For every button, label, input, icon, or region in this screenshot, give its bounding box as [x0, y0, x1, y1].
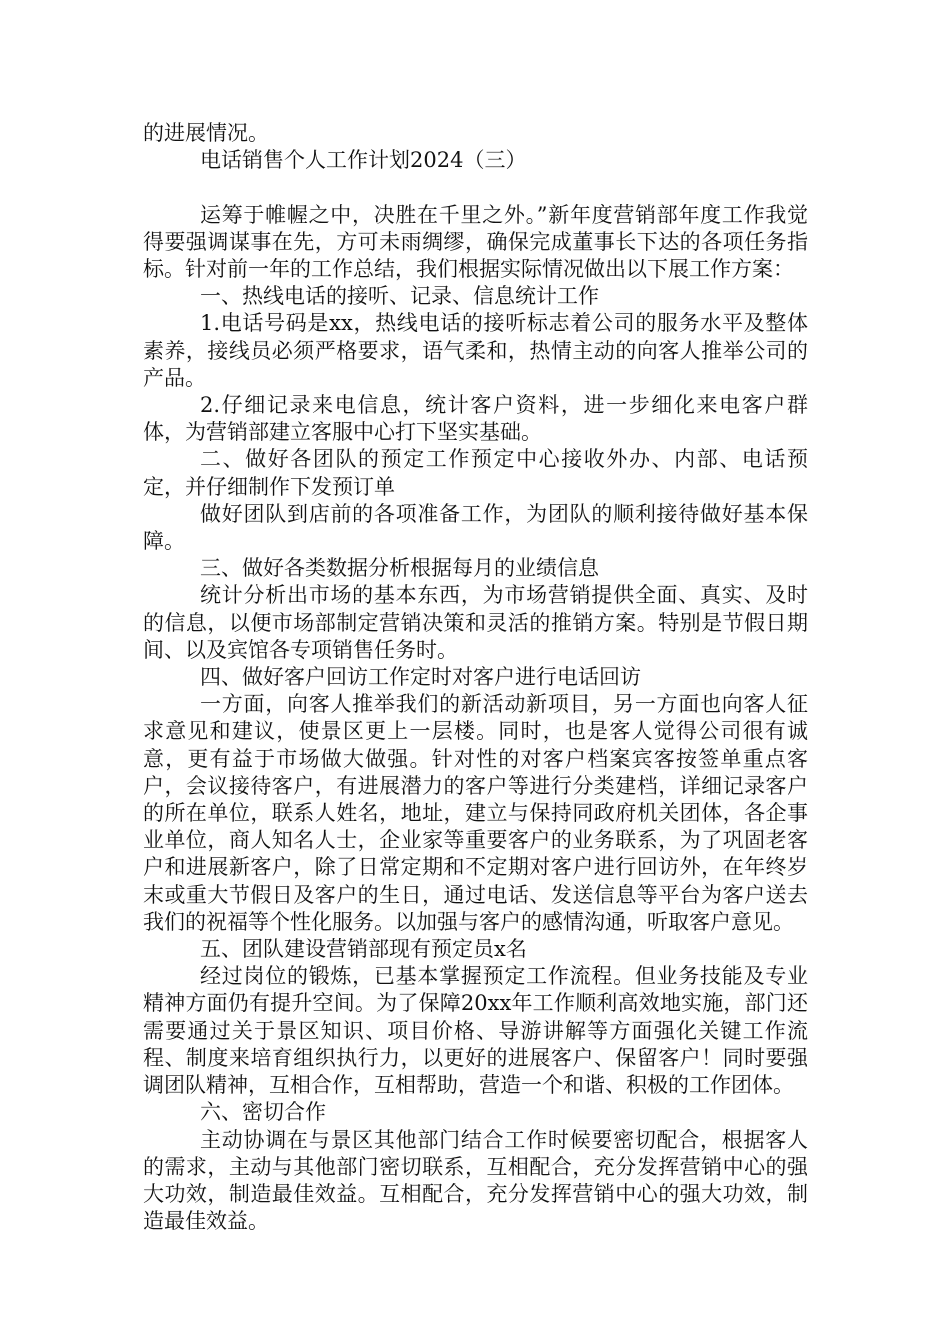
- paragraph: 运筹于帷幄之中，决胜在千里之外。”新年度营销部年度工作我觉得要强调谋事在先，方可未雨绸缪，确保完成董事长下达的各项任务指标。针对前一年的工作总结，我们根据实际情况做出以下展工作方案：: [143, 202, 808, 281]
- paragraph: 做好团队到店前的各项准备工作，为团队的顺利接待做好基本保障。: [143, 501, 808, 554]
- paragraph: 主动协调在与景区其他部门结合工作时候要密切配合，根据客人的需求，主动与其他部门密切联系，互相配合，充分发挥营销中心的强大功效，制造最佳效益。互相配合，充分发挥营销中心的强大功效，制造最佳效益。: [143, 1127, 808, 1234]
- section-heading: 四、做好客户回访工作定时对客户进行电话回访: [200, 665, 641, 690]
- section-heading: 三、做好各类数据分析根据每月的业绩信息: [200, 556, 599, 581]
- paragraph: 经过岗位的锻炼，已基本掌握预定工作流程。但业务技能及专业精神方面仍有提升空间。为了保障20xx年工作顺利高效地实施，部门还需要通过关于景区知识、项目价格、导游讲解等方面强化关键工作流程、制度来培育组织执行力，以更好的进展客户、保留客户！同时要强调团队精神，互相合作，互相帮助，营造一个和谐、积极的工作团体。: [143, 964, 808, 1098]
- paragraph: 一方面，向客人推举我们的新活动新项目，另一方面也向客人征求意见和建议，使景区更上一层楼。同时，也是客人觉得公司很有诚意，更有益于市场做大做强。针对性的对客户档案宾客按签单重点客户，会议接待客户，有进展潜力的客户等进行分类建档，详细记录客户的所在单位，联系人姓名，地址，建立与保持同政府机关团体，各企事业单位，商人知名人士，企业家等重要客户的业务联系，为了巩固老客户和进展新客户，除了日常定期和不定期对客户进行回访外，在年终岁末或重大节假日及客户的生日，通过电话、发送信息等平台为客户送去我们的祝福等个性化服务。以加强与客户的感情沟通，听取客户意见。: [143, 692, 808, 934]
- document-body: [143, 120, 808, 1235]
- paragraph: 统计分析出市场的基本东西，为市场营销提供全面、真实、及时的信息，以便市场部制定营销决策和灵活的推销方案。特别是节假日期间、以及宾馆各专项销售任务时。: [143, 583, 808, 662]
- blank-line: [143, 174, 808, 201]
- paragraph: 1.电话号码是xx，热线电话的接听标志着公司的服务水平及整体素养，接线员必须严格要求，语气柔和，热情主动的向客人推举公司的产品。: [143, 311, 808, 390]
- section-heading: 二、做好各团队的预定工作预定中心接收外办、内部、电话预定，并仔细制作下发预订单: [143, 447, 808, 499]
- section-heading: 电话销售个人工作计划2024（三）: [200, 148, 527, 173]
- paragraph: 2.仔细记录来电信息，统计客户资料，进一步细化来电客户群体，为营销部建立客服中心打下坚实基础。: [143, 393, 808, 445]
- section-heading: 五、团队建设营销部现有预定员x名: [200, 937, 527, 962]
- paragraph: 的进展情况。: [143, 121, 269, 145]
- section-heading: 六、密切合作: [200, 1100, 326, 1125]
- section-heading: 一、热线电话的接听、记录、信息统计工作: [200, 284, 599, 309]
